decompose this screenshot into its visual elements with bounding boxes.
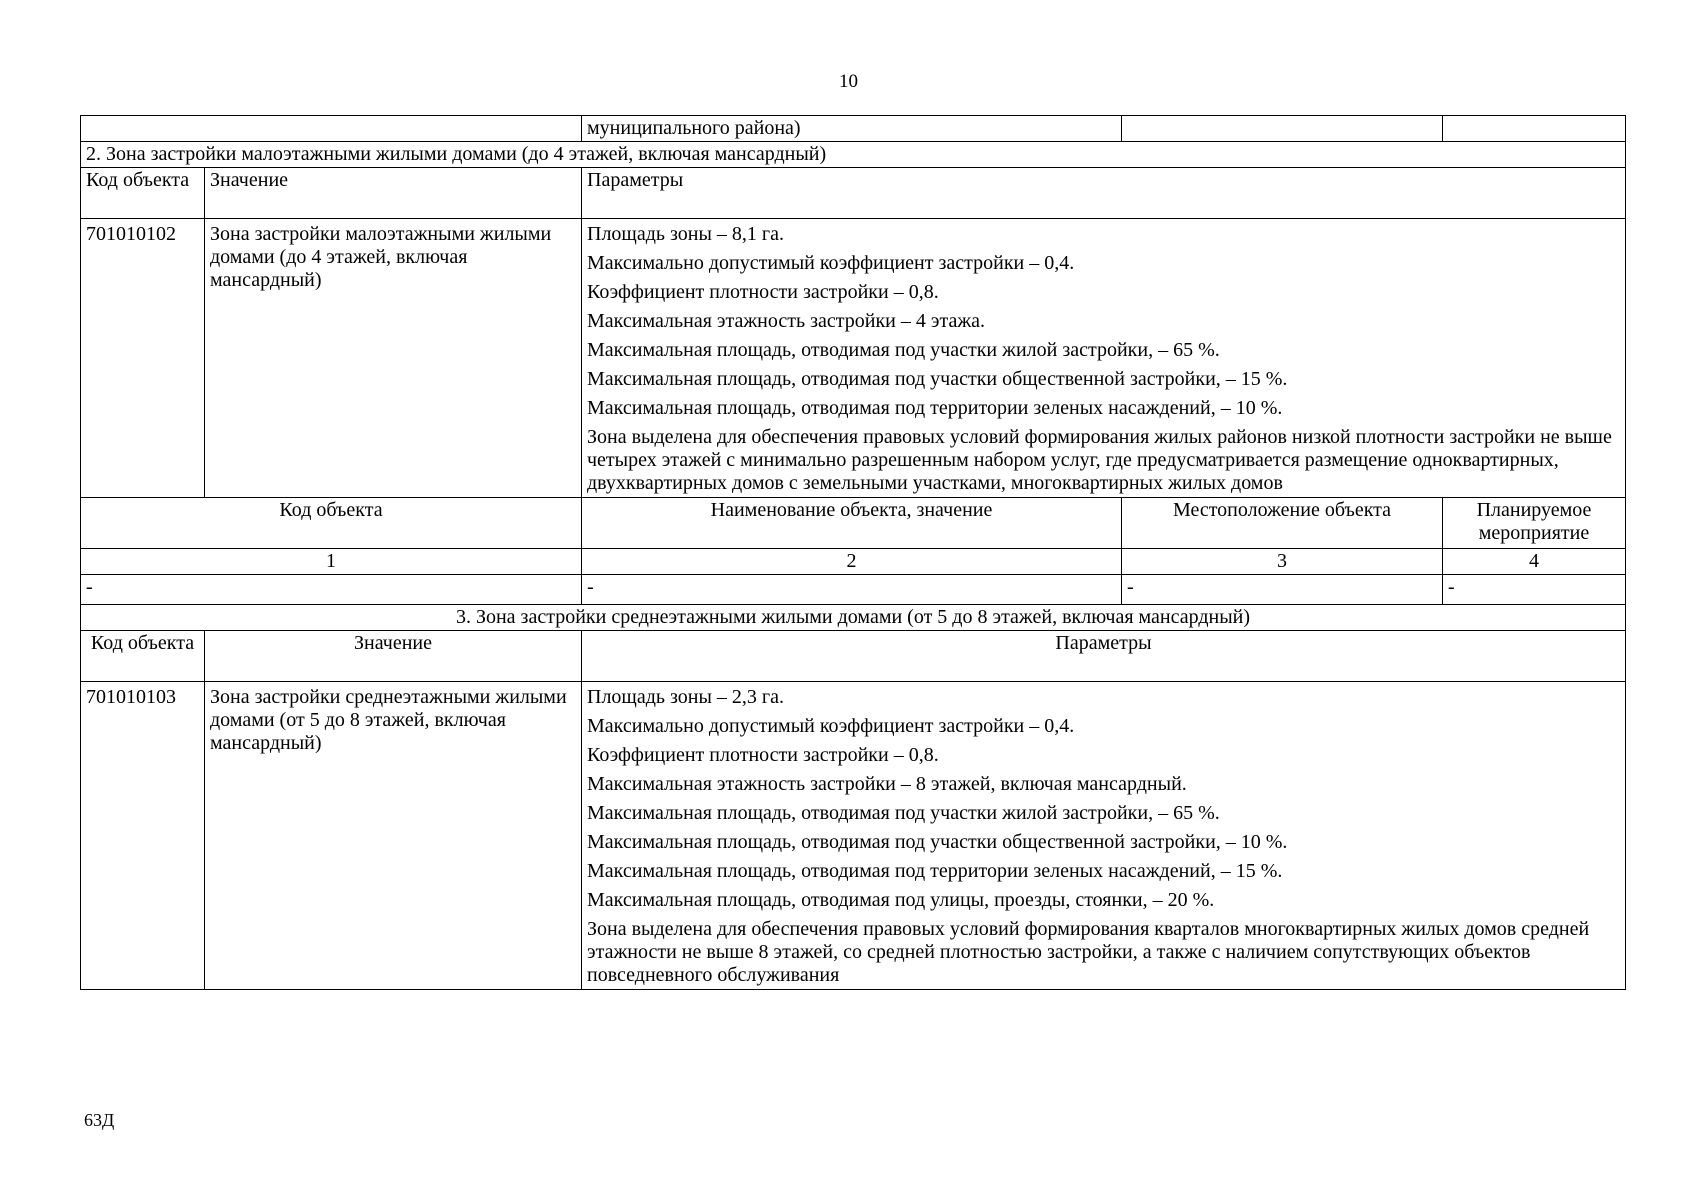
zone3-data-row — [81, 682, 1626, 990]
page-number: 10 — [839, 71, 858, 92]
zone2-value: Зона застройки малоэтажными жилыми домами (до 4 этажей, включая мансардный) — [205, 219, 582, 498]
zone2-title-row — [81, 142, 1626, 168]
zone2-data-row — [81, 219, 1626, 498]
zone3-param: Максимальная площадь, отводимая под улицы, проезды, стоянки, – 20 %. — [587, 889, 1215, 911]
zone3-param: Максимальная площадь, отводимая под территории зеленых насаждений, – 15 %. — [587, 860, 1283, 882]
zone3-title: 3. Зона застройки среднеэтажными жилыми домами (от 5 до 8 этажей, включая мансардный) — [81, 605, 1626, 631]
objects-header-action: Планируемое мероприятие — [1443, 498, 1626, 549]
zone3-param: Коэффициент плотности застройки – 0,8. — [587, 744, 939, 766]
zone3-param: Максимальная площадь, отводимая под участки жилой застройки, – 65 %. — [587, 802, 1220, 824]
zone3-param: Площадь зоны – 2,3 га. — [587, 686, 785, 708]
zone2-objects-header-row — [81, 498, 1626, 549]
objects-cell-location: - — [1122, 575, 1443, 605]
zone3-param: Максимально допустимый коэффициент застройки – 0,4. — [587, 715, 1075, 737]
objects-cell-name: - — [582, 575, 1122, 605]
zone3-params — [582, 682, 1626, 990]
zone3-param: Максимальная площадь, отводимая под участки общественной застройки, – 10 %. — [587, 831, 1288, 853]
zone2-param: Максимально допустимый коэффициент застройки – 0,4. — [587, 252, 1075, 274]
objects-cell-action: - — [1443, 575, 1626, 605]
zones-table — [80, 115, 1626, 990]
objects-header-name: Наименование объекта, значение — [582, 498, 1122, 549]
zone2-header-params: Параметры — [582, 168, 1626, 219]
objects-number-1: 1 — [81, 549, 582, 575]
zone2-objects-number-row — [81, 549, 1626, 575]
continuation-action-cell — [1443, 116, 1626, 142]
zone2-header-value: Значение — [205, 168, 582, 219]
zone2-header-code: Код объекта — [81, 168, 205, 219]
footer-code: 63Д — [84, 1110, 115, 1130]
continuation-location-cell — [1122, 116, 1443, 142]
objects-number-2: 2 — [582, 549, 1122, 575]
zone2-header-row — [81, 168, 1626, 219]
zone3-header-code: Код объекта — [81, 631, 205, 682]
zone3-value: Зона застройки среднеэтажными жилыми домами (от 5 до 8 этажей, включая мансардный) — [205, 682, 582, 990]
zone3-header-row — [81, 631, 1626, 682]
zone3-description: Зона выделена для обеспечения правовых условий формирования кварталов многоквартирных жилых домов средней этажности не выше 8 этажей, со средней плотностью застройки, а также с наличием сопутствующих объектов повседневного обслуживания — [587, 918, 1590, 986]
objects-number-3: 3 — [1122, 549, 1443, 575]
zone2-title: 2. Зона застройки малоэтажными жилыми домами (до 4 этажей, включая мансардный) — [81, 142, 1626, 168]
zone3-param: Максимальная этажность застройки – 8 этажей, включая мансардный. — [587, 773, 1187, 795]
zone2-code: 701010102 — [81, 219, 205, 498]
objects-header-code: Код объекта — [81, 498, 582, 549]
zone3-header-value: Значение — [205, 631, 582, 682]
zone3-code: 701010103 — [81, 682, 205, 990]
zone2-param: Максимальная площадь, отводимая под территории зеленых насаждений, – 10 %. — [587, 397, 1283, 419]
zone3-header-params: Параметры — [582, 631, 1626, 682]
zone2-params — [582, 219, 1626, 498]
zone2-param: Максимальная площадь, отводимая под участки жилой застройки, – 65 %. — [587, 339, 1220, 361]
zone2-param: Максимальная этажность застройки – 4 этажа. — [587, 310, 986, 332]
zone2-param: Максимальная площадь, отводимая под участки общественной застройки, – 15 %. — [587, 368, 1288, 390]
objects-number-4: 4 — [1443, 549, 1626, 575]
zone2-objects-data-row — [81, 575, 1626, 605]
continuation-code-cell — [81, 116, 582, 142]
zone3-title-row — [81, 605, 1626, 631]
continuation-row — [81, 116, 1626, 142]
objects-header-location: Местоположение объекта — [1122, 498, 1443, 549]
zone2-param: Коэффициент плотности застройки – 0,8. — [587, 281, 939, 303]
zone2-description: Зона выделена для обеспечения правовых условий формирования жилых районов низкой плотности застройки не выше четырех этажей с минимально разрешенным набором услуг, где предусматривается размещение одноквартирных, двухквартирных домов с земельными участками, многоквартирных жилых домов — [587, 426, 1612, 494]
continuation-text-cell: муниципального района) — [582, 116, 1122, 142]
objects-cell-code: - — [81, 575, 582, 605]
zone2-param: Площадь зоны – 8,1 га. — [587, 223, 785, 245]
